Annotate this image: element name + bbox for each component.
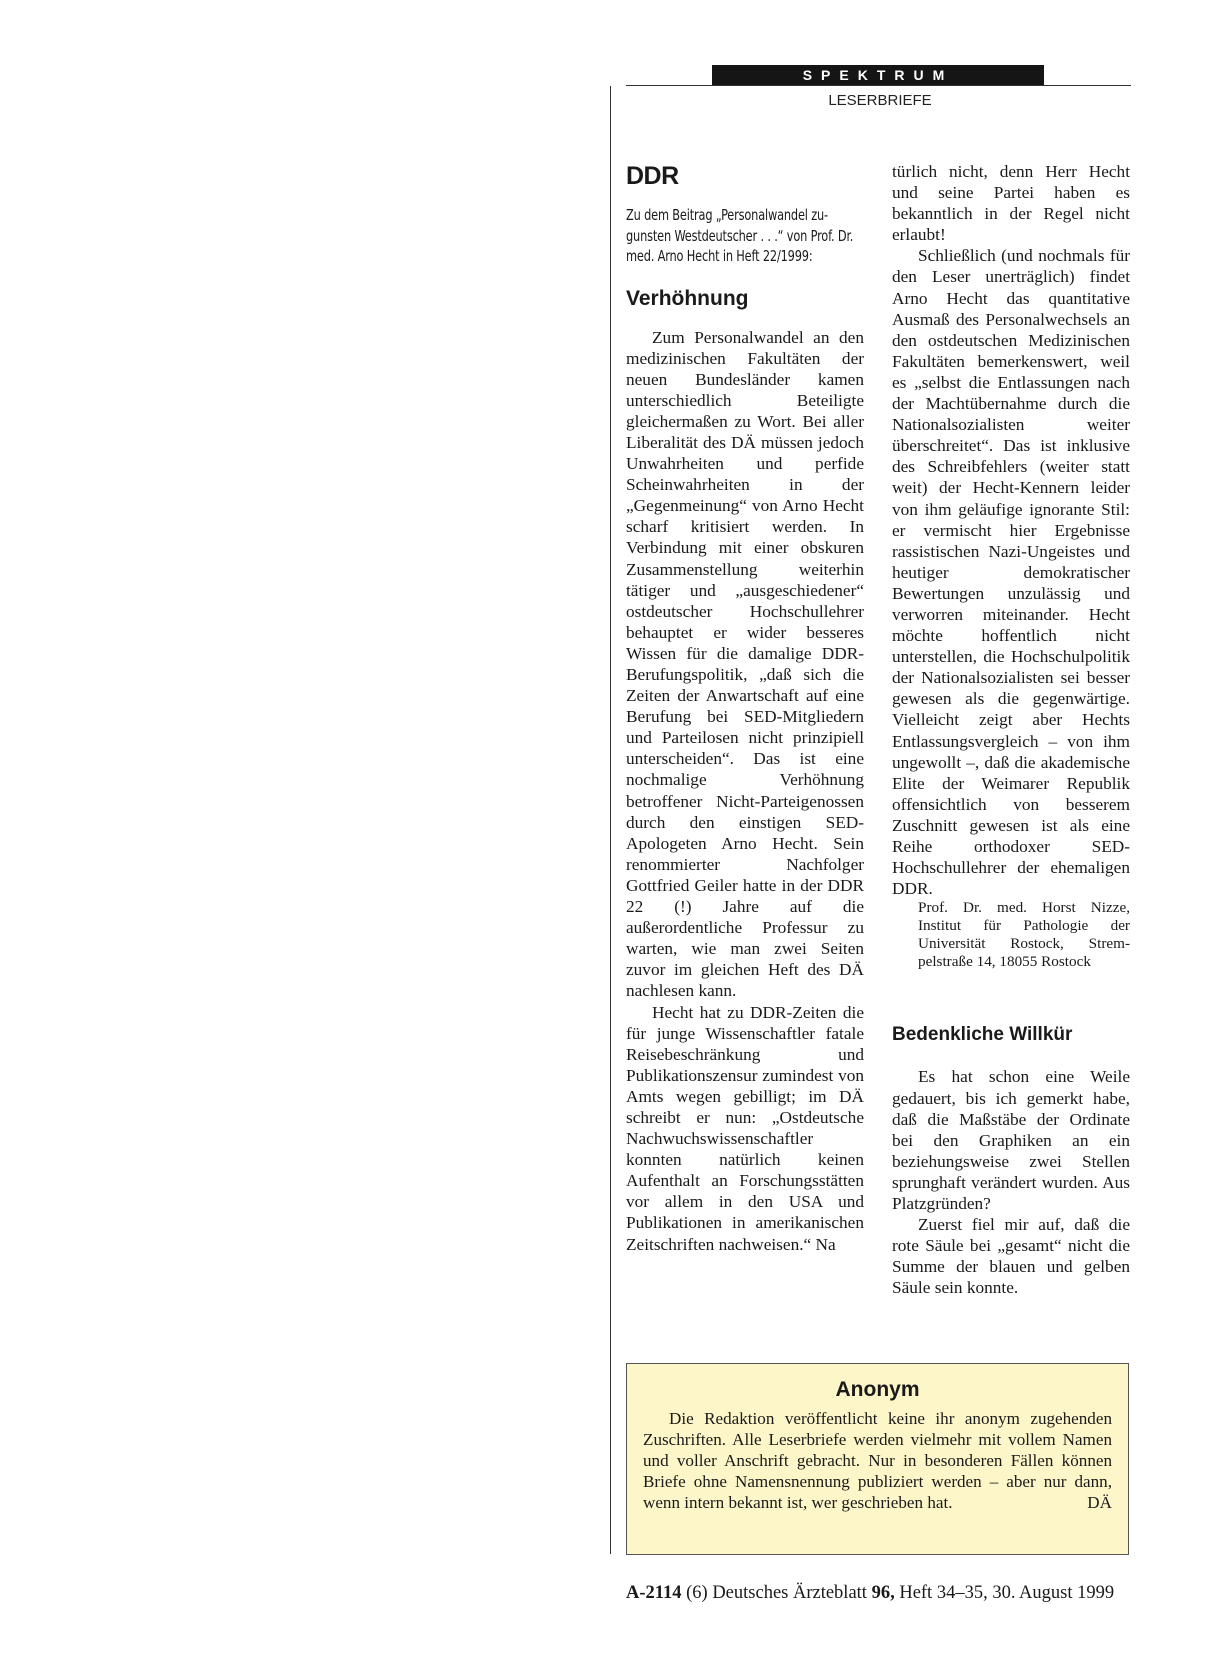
letter-paragraph: Zum Personalwandel an den medizinischen Fakultäten der neuen Bundesländer kamen unterschiedlich Beteiligte gleichermaßen zu Wort. Bei aller Liberalität des DÄ müssen jedoch Unwahrheiten und perfide Scheinwahrheiten in der „Gegenmeinung“ von Arno Hecht scharf kritisiert werden. In Verbindung mit einer obskuren Zusammenstellung weiterhin tätiger und „ausgeschiedener“ ostdeutscher Hochschullehrer behauptet er wider besseres Wissen für die damalige DDR-Berufungspolitik, „daß sich die Zeiten der Anwartschaft auf eine Berufung bei SED-Mitgliedern und Parteilosen nicht prinzipiell unterscheiden“. Das ist eine nochmalige Verhöhnung betroffener Nicht-Parteigenossen durch den einstigen SED-Apologeten Arno Hecht. Sein renommierter Nachfolger Gottfried Geiler hatte in der DDR 22 (!) Jahre auf die außerordentliche Professur zu warten, wie man zwei Seiten zuvor im gleichen Heft des DÄ nachlesen kann.: [626, 327, 864, 1001]
article-intro: Zu dem Beitrag „Personalwandel zugunsten Westdeutscher . . .“ von Prof. Dr. med. Arno Hecht in Heft 22/1999:: [626, 206, 854, 265]
letter-signature: Prof. Dr. med. Horst Nizze, Institut für Pathologie der Universität Rostock, Strempelstraße 14, 18055 Rostock: [918, 899, 1130, 970]
article-title: DDR: [626, 162, 679, 190]
column-rule: [610, 86, 611, 1554]
header-rule: [626, 85, 1131, 86]
volume: 96,: [871, 1583, 895, 1603]
issue-date: Heft 34–35, 30. August 1999: [899, 1583, 1115, 1603]
letter-paragraph: Es hat schon eine Weile gedauert, bis ich gemerkt habe, daß die Maßstäbe der Ordinate bei den Graphiken an ein beziehungsweise zwei Stellen sprunghaft verändert wurden. Aus Platzgründen?: [892, 1067, 1130, 1214]
notice-box: [626, 1363, 1129, 1555]
right-column: [892, 161, 1130, 1299]
letter-title: Verhöhnung: [626, 286, 749, 310]
section-label: LESERBRIEFE: [828, 92, 932, 109]
notice-body: Die Redaktion veröffentlicht keine ihr anonym zugehenden Zuschriften. Alle Leserbriefe werden vielmehr mit vollem Namen und voller Anschrift gebracht. Nur in besonderen Fällen können Briefe ohne Namensnennung publiziert werden – aber nur dann, wenn intern bekannt ist, wer geschrieben hat.: [643, 1409, 1112, 1513]
issue-ref: (6) Deutsches Ärzteblatt: [686, 1583, 867, 1603]
notice-sign: DÄ: [1087, 1493, 1112, 1513]
left-column: [626, 161, 864, 1255]
page-footer: [626, 1582, 1166, 1604]
notice-title: Anonym: [835, 1378, 920, 1401]
letter-paragraph: Schließlich (und nochmals für den Leser unerträglich) findet Arno Hecht das quantitative Ausmaß des Personalwechsels an den ostdeutschen Medizinischen Fakultäten bemerkenswert, weil es „selbst die Entlassungen nach der Machtübernahme durch die Nationalsozialisten weiter überschreitet“. Das ist inklusive des Schreibfehlers (weiter statt weit) der Hecht-Kennern leider von ihm geläufige ignorante Stil: er vermischt hier Ergebnisse rassistischen Nazi-Ungeistes und heutiger demokratischer Bewertungen unzulässig und verworren miteinander. Hecht möchte hoffentlich nicht unterstellen, die Hochschulpolitik der Nationalsozialisten sei besser gewesen als die gegenwärtige. Vielleicht zeigt aber Hechts Entlassungsvergleich – von ihm ungewollt –, daß die akademische Elite der Weimarer Republik offensichtlich von besserem Zuschnitt gewesen ist als eine Reihe orthodoxer SED-Hochschullehrer der ehemaligen DDR.: [892, 246, 1130, 899]
letter-paragraph: Zuerst fiel mir auf, daß die rote Säule bei „gesamt“ nicht die Summe der blauen und gelben Säule sein konnte.: [892, 1215, 1130, 1298]
letter-title: Bedenkliche Willkür: [892, 1024, 1073, 1046]
section-banner: SPEKTRUM: [712, 65, 1044, 85]
letter-paragraph: türlich nicht, denn Herr Hecht und seine Partei haben es bekanntlich in der Regel nicht erlaubt!: [892, 162, 1130, 245]
letter-paragraph: Hecht hat zu DDR-Zeiten die für junge Wissenschaftler fatale Reisebeschränkung und Publikationszensur zumindest von Amts wegen gebilligt; im DÄ schreibt er nun: „Ostdeutsche Nachwuchswissenschaftler konnten natürlich keinen Aufenthalt an Forschungsstätten vor allem in den USA und Publikationen in amerikanischen Zeitschriften nachweisen.“ Na: [626, 1002, 864, 1254]
page-number: A-2114: [626, 1583, 682, 1603]
notice-text: [643, 1408, 1112, 1513]
